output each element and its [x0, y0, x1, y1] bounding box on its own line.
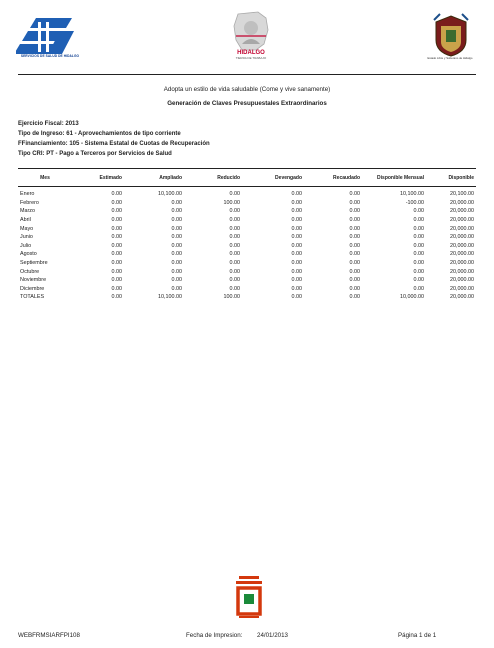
col-header-devengado: Devengado — [242, 169, 304, 187]
table-cell: 0.00 — [349, 225, 360, 232]
meta-tipo-cri: Tipo CRI: PT - Pago a Terceros por Servicios de Salud — [18, 151, 172, 157]
table-cell: 0.00 — [349, 294, 360, 301]
table-cell: 0.00 — [171, 208, 182, 215]
table-cell: 0.00 — [413, 225, 424, 232]
col-header-estimado: Estimado — [72, 169, 124, 187]
table-row — [18, 242, 476, 251]
col-header-disponible-mensual: Disponible Mensual — [362, 169, 426, 187]
budget-table — [18, 168, 476, 302]
hidalgo-coat-of-arms-icon — [432, 12, 470, 58]
table-cell: 0.00 — [111, 217, 122, 224]
table-cell-mes: Agosto — [20, 251, 37, 258]
table-cell: 0.00 — [291, 208, 302, 215]
table-cell: 0.00 — [291, 217, 302, 224]
table-cell: 0.00 — [229, 191, 240, 198]
table-cell: 0.00 — [413, 260, 424, 267]
table-cell: -100.00 — [405, 199, 424, 206]
col-header-reducido: Reducido — [184, 169, 242, 187]
table-cell: 0.00 — [413, 217, 424, 224]
table-row — [18, 224, 476, 233]
table-cell: 0.00 — [349, 208, 360, 215]
table-cell: 0.00 — [171, 260, 182, 267]
table-cell: 20,000.00 — [450, 242, 474, 249]
meta-ejercicio: Ejercicio Fiscal: 2013 — [18, 121, 79, 127]
table-cell: 20,000.00 — [450, 217, 474, 224]
table-cell: 0.00 — [291, 191, 302, 198]
table-cell: 0.00 — [291, 251, 302, 258]
table-row — [18, 293, 476, 302]
table-cell: 0.00 — [349, 268, 360, 275]
table-cell: 0.00 — [111, 277, 122, 284]
table-cell: 0.00 — [349, 234, 360, 241]
table-cell: 0.00 — [229, 277, 240, 284]
table-cell: 0.00 — [349, 242, 360, 249]
left-logo-caption: SERVICIOS DE SALUD DE HIDALGO — [20, 54, 80, 58]
table-cell: 0.00 — [229, 208, 240, 215]
table-cell: 20,000.00 — [450, 260, 474, 267]
table-cell: 0.00 — [171, 251, 182, 258]
table-cell-mes: Julio — [20, 242, 32, 249]
table-row — [18, 250, 476, 259]
table-cell: 0.00 — [413, 277, 424, 284]
table-cell: 0.00 — [111, 260, 122, 267]
table-cell: 0.00 — [291, 234, 302, 241]
col-header-disponible: Disponible — [426, 169, 476, 187]
table-cell-mes: Marzo — [20, 208, 35, 215]
table-cell: 0.00 — [229, 251, 240, 258]
table-cell: 0.00 — [349, 199, 360, 206]
col-header-ampliado: Ampliado — [124, 169, 184, 187]
table-cell: 0.00 — [291, 225, 302, 232]
table-cell: 0.00 — [111, 294, 122, 301]
table-cell: 0.00 — [111, 191, 122, 198]
footer-fecha-label: Fecha de Impresion: — [186, 632, 243, 639]
table-cell: 20,000.00 — [450, 199, 474, 206]
table-cell: 0.00 — [229, 260, 240, 267]
table-cell: 0.00 — [349, 251, 360, 258]
table-row — [18, 259, 476, 268]
meta-tipo-ingreso: Tipo de Ingreso: 61 - Aprovechamientos de tipo corriente — [18, 131, 181, 137]
table-cell: 0.00 — [171, 242, 182, 249]
table-cell: 0.00 — [349, 260, 360, 267]
header-divider — [18, 74, 476, 75]
table-row — [18, 216, 476, 225]
table-row — [18, 187, 476, 199]
table-cell: 20,000.00 — [450, 268, 474, 275]
table-cell: 0.00 — [349, 191, 360, 198]
table-cell: 0.00 — [171, 285, 182, 292]
table-cell: 0.00 — [111, 285, 122, 292]
table-cell: 10,000.00 — [400, 294, 424, 301]
table-cell: 0.00 — [413, 268, 424, 275]
table-cell: 0.00 — [111, 234, 122, 241]
table-cell: 0.00 — [229, 268, 240, 275]
table-cell: 20,100.00 — [450, 191, 474, 198]
table-cell: 0.00 — [291, 199, 302, 206]
table-row — [18, 285, 476, 294]
hidalgo-wordmark: HIDALGO — [237, 50, 265, 56]
table-cell-mes: Febrero — [20, 199, 39, 206]
table-cell: 20,000.00 — [450, 225, 474, 232]
table-cell: 10,100.00 — [158, 294, 182, 301]
table-cell: 0.00 — [229, 234, 240, 241]
report-title: Generación de Claves Presupuestales Extraordinarios — [167, 100, 327, 107]
table-cell: 100.00 — [223, 294, 240, 301]
table-cell: 20,000.00 — [450, 234, 474, 241]
table-cell: 0.00 — [349, 285, 360, 292]
col-header-mes: Mes — [18, 169, 72, 187]
table-cell: 0.00 — [171, 199, 182, 206]
table-cell: 0.00 — [171, 277, 182, 284]
table-cell: 0.00 — [291, 260, 302, 267]
table-row — [18, 267, 476, 276]
table-cell: 0.00 — [229, 285, 240, 292]
slogan: Adopta un estilo de vida saludable (Come y vive sanamente) — [163, 86, 331, 93]
table-cell: 0.00 — [413, 242, 424, 249]
table-cell: 20,000.00 — [450, 251, 474, 258]
state-caption: Estado Libre y Soberano de Hidalgo — [427, 56, 473, 60]
table-cell-mes: Noviembre — [20, 277, 47, 284]
table-cell: 20,000.00 — [450, 277, 474, 284]
table-cell: 0.00 — [229, 225, 240, 232]
footer-emblem-icon — [236, 576, 262, 618]
col-header-recaudado: Recaudado — [304, 169, 362, 187]
table-cell-mes: Septiembre — [20, 260, 48, 267]
table-row — [18, 199, 476, 208]
table-cell: 0.00 — [413, 251, 424, 258]
table-cell: 0.00 — [111, 208, 122, 215]
table-row — [18, 207, 476, 216]
table-cell-mes: Abril — [20, 217, 31, 224]
table-cell: 0.00 — [171, 268, 182, 275]
table-cell: 0.00 — [111, 199, 122, 206]
table-cell: 0.00 — [171, 217, 182, 224]
table-cell-mes: Octubre — [20, 268, 40, 275]
table-cell: 100.00 — [223, 199, 240, 206]
table-cell-mes: Enero — [20, 191, 35, 198]
table-cell: 0.00 — [291, 285, 302, 292]
table-cell: 10,100.00 — [400, 191, 424, 198]
table-cell: 0.00 — [111, 268, 122, 275]
table-cell: 0.00 — [291, 268, 302, 275]
table-cell-mes: Junio — [20, 234, 33, 241]
meta-financiamiento: FFinanciamiento: 105 - Sistema Estatal de Cuotas de Recuperación — [18, 141, 210, 147]
table-cell: 0.00 — [111, 251, 122, 258]
table-cell: 0.00 — [229, 242, 240, 249]
table-cell: 0.00 — [291, 242, 302, 249]
table-row — [18, 276, 476, 285]
table-cell: 0.00 — [111, 242, 122, 249]
table-header-row — [18, 169, 476, 187]
table-cell: 20,000.00 — [450, 294, 474, 301]
table-cell: 20,000.00 — [450, 285, 474, 292]
table-row — [18, 233, 476, 242]
table-cell: 0.00 — [413, 285, 424, 292]
hidalgo-tagline: TIERRA DE TRABAJO — [235, 56, 267, 60]
table-cell: 0.00 — [291, 294, 302, 301]
table-cell-mes: Mayo — [20, 225, 34, 232]
table-cell: 0.00 — [171, 225, 182, 232]
table-cell: 20,000.00 — [450, 208, 474, 215]
table-cell: 0.00 — [171, 234, 182, 241]
footer-fecha-value: 24/01/2013 — [257, 632, 288, 639]
footer-report-code: WEBFRMSIARFPI108 — [18, 632, 80, 639]
table-cell: 0.00 — [229, 217, 240, 224]
table-cell: 0.00 — [349, 217, 360, 224]
table-cell: 10,100.00 — [158, 191, 182, 198]
table-cell-mes: TOTALES — [20, 294, 45, 301]
table-cell-mes: Diciembre — [20, 285, 45, 292]
table-cell: 0.00 — [111, 225, 122, 232]
footer-page-number: Página 1 de 1 — [398, 632, 437, 639]
table-cell: 0.00 — [291, 277, 302, 284]
table-cell: 0.00 — [413, 234, 424, 241]
table-cell: 0.00 — [349, 277, 360, 284]
table-cell: 0.00 — [413, 208, 424, 215]
